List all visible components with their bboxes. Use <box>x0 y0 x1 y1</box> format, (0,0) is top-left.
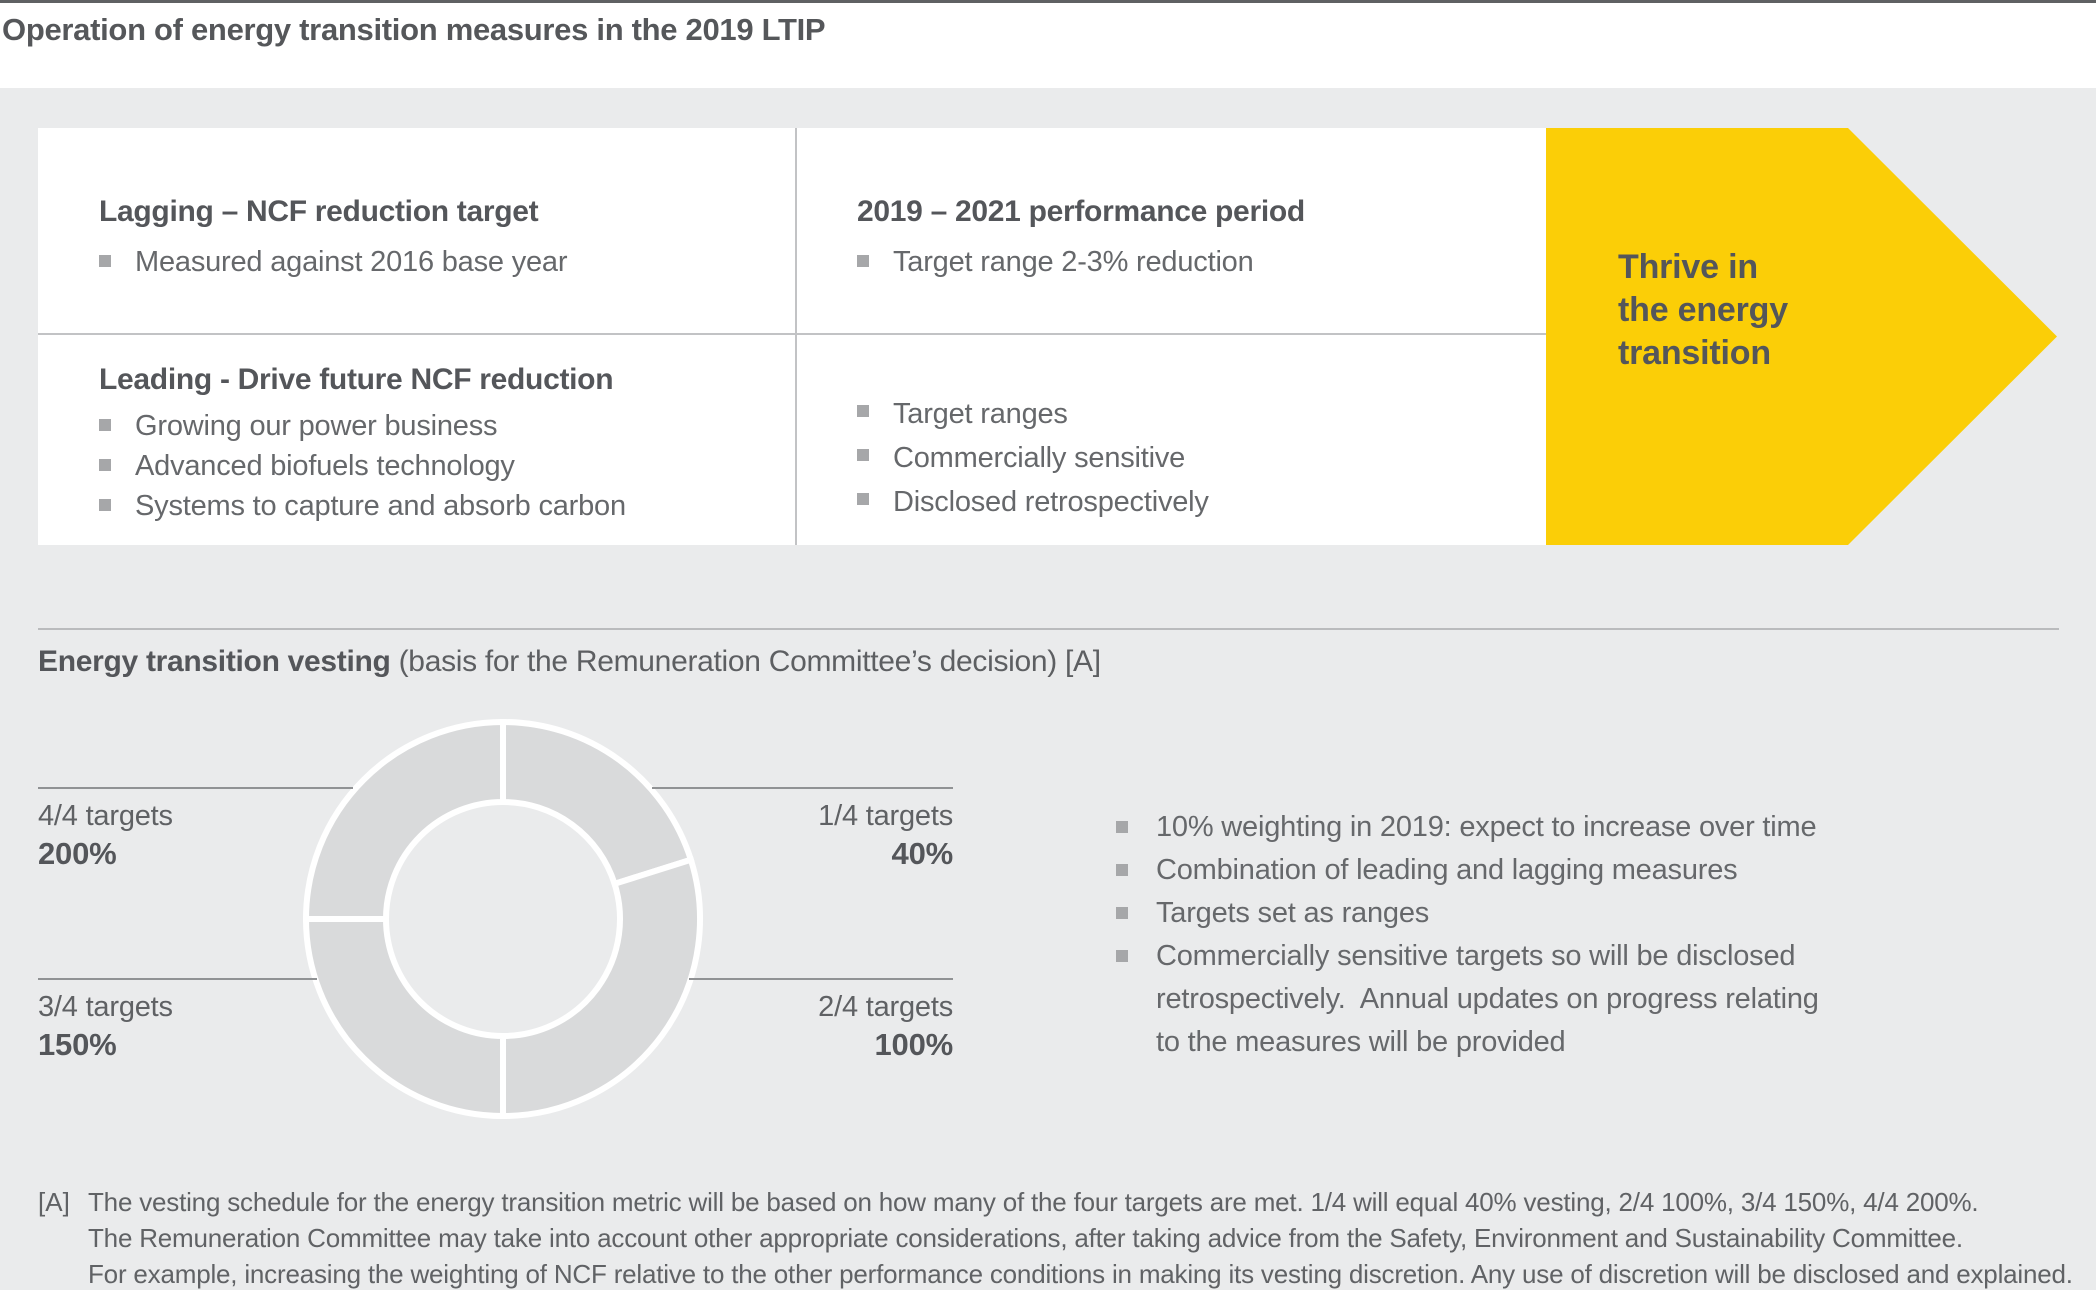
bullet-square-icon <box>857 493 869 505</box>
cell-lagging <box>99 194 769 282</box>
cell-target-bullet: Target ranges <box>893 398 1068 430</box>
bullet-square-icon <box>1116 950 1128 962</box>
label-line-top-right <box>652 787 953 789</box>
footnote-line: The vesting schedule for the energy transition metric will be based on how many of the four targets are met. 1/4 will equal 40% vesting, 2/4 100%, 3/4 150%, 4/4 200%. <box>88 1187 1979 1217</box>
arrow-text-line: Thrive in <box>1618 248 1758 286</box>
key-point <box>1156 849 1737 892</box>
donut-label-3of4 <box>38 989 173 1065</box>
label-line-bottom-right <box>689 978 953 980</box>
donut-label-text: 1/4 targets <box>818 800 953 832</box>
cell-leading <box>99 362 769 526</box>
vesting-donut-chart <box>296 712 710 1126</box>
cell-lagging-heading: Lagging – NCF reduction target <box>99 195 539 228</box>
key-point <box>1156 935 1819 1064</box>
key-point-line: Commercially sensitive targets so will be disclosed <box>1156 940 1796 972</box>
section-divider <box>38 628 2059 630</box>
table-row-divider <box>38 333 1548 335</box>
key-point-line: 10% weighting in 2019: expect to increase over time <box>1156 811 1817 843</box>
section-heading-bold: Energy transition vesting <box>38 645 391 678</box>
arrow-text-line: the energy <box>1618 291 1788 329</box>
bullet-square-icon <box>1116 907 1128 919</box>
table-column-divider <box>795 128 797 545</box>
donut-label-2of4 <box>653 989 953 1065</box>
section-heading <box>38 645 1101 679</box>
footnote-marker: [A] <box>38 1187 70 1217</box>
bullet-square-icon <box>857 255 869 267</box>
bullet-square-icon <box>99 459 111 471</box>
donut-segment <box>306 722 503 919</box>
donut-label-text: 3/4 targets <box>38 991 173 1023</box>
key-point-line: retrospectively. Annual updates on progress relating <box>1156 983 1819 1015</box>
key-point-line: Targets set as ranges <box>1156 897 1430 929</box>
key-point <box>1156 892 1429 935</box>
label-line-top-left <box>38 787 353 789</box>
donut-label-1of4 <box>653 798 953 874</box>
donut-segment <box>503 860 700 1116</box>
page-title: Operation of energy transition measures in the 2019 LTIP <box>2 12 826 47</box>
key-point <box>1156 806 1816 849</box>
cell-performance-bullet: Target range 2-3% reduction <box>893 246 1254 278</box>
donut-label-value: 200% <box>38 836 117 871</box>
bullet-square-icon <box>1116 864 1128 876</box>
key-points-list <box>1116 806 1936 1064</box>
top-rule <box>0 0 2096 3</box>
donut-label-value: 100% <box>874 1027 953 1062</box>
cell-target-bullet: Commercially sensitive <box>893 442 1186 474</box>
cell-performance-period <box>857 194 1517 282</box>
cell-performance-heading: 2019 – 2021 performance period <box>857 195 1305 228</box>
bullet-square-icon <box>99 255 111 267</box>
bullet-square-icon <box>857 449 869 461</box>
footnote <box>88 1184 2073 1292</box>
arrow-text-line: transition <box>1618 334 1771 372</box>
cell-target-bullet: Disclosed retrospectively <box>893 486 1209 518</box>
donut-label-4of4 <box>38 798 173 874</box>
donut-segment <box>306 919 503 1116</box>
footnote-line: For example, increasing the weighting of NCF relative to the other performance conditions in making its vesting discretion. Any use of discretion will be disclosed and explained. <box>88 1259 2073 1289</box>
cell-target-ranges <box>857 392 1517 524</box>
donut-label-text: 4/4 targets <box>38 800 173 832</box>
bullet-square-icon <box>857 405 869 417</box>
footnote-line: The Remuneration Committee may take into account other appropriate considerations, after taking advice from the Safety, Environment and Sustainability Committee. <box>88 1223 1963 1253</box>
donut-label-value: 40% <box>891 836 953 871</box>
cell-leading-bullet: Advanced biofuels technology <box>135 450 515 482</box>
thrive-arrow-text <box>1618 246 1788 375</box>
cell-leading-heading: Leading - Drive future NCF reduction <box>99 363 614 396</box>
donut-label-value: 150% <box>38 1027 117 1062</box>
cell-lagging-bullet: Measured against 2016 base year <box>135 246 568 278</box>
cell-leading-bullet: Growing our power business <box>135 410 498 442</box>
cell-leading-bullet: Systems to capture and absorb carbon <box>135 490 626 522</box>
bullet-square-icon <box>99 499 111 511</box>
section-heading-rest: (basis for the Remuneration Committee’s decision) [A] <box>390 645 1101 678</box>
key-point-line: Combination of leading and lagging measures <box>1156 854 1738 886</box>
key-point-line: to the measures will be provided <box>1156 1026 1566 1058</box>
label-line-bottom-left <box>38 978 317 980</box>
donut-label-text: 2/4 targets <box>818 991 953 1023</box>
bullet-square-icon <box>1116 821 1128 833</box>
bullet-square-icon <box>99 419 111 431</box>
